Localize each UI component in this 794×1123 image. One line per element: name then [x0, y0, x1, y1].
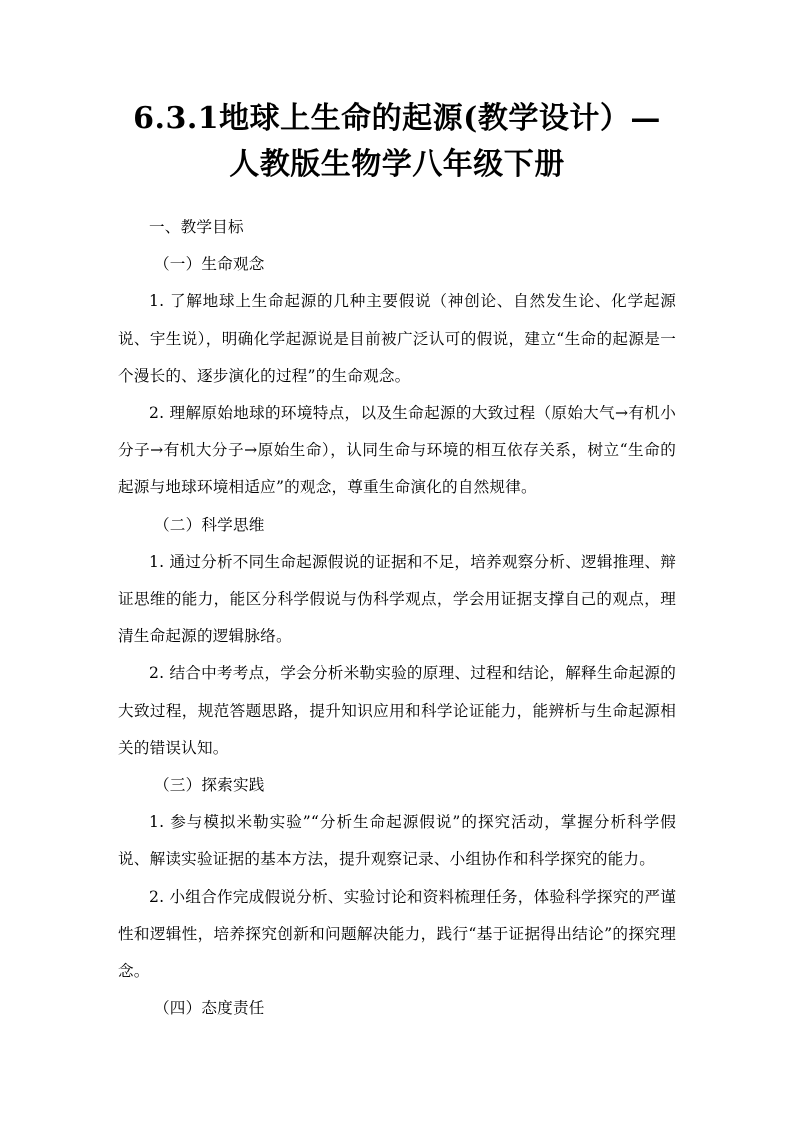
subsection-heading-inquiry-practice: （三）探索实践 [154, 776, 265, 795]
paragraph-scientific-thinking-1: 1. 通过分析不同生命起源假说的证据和不足，培养观察分析、逻辑推理、辩证思维的能力，能区分科学假说与伪科学观点，学会用证据支撑自己的观点，理清生命起源的逻辑脉络。 [118, 552, 676, 646]
paragraph-inquiry-practice-1: 1. 参与模拟米勒实验”“分析生命起源假说”的探究活动，掌握分析科学假说、解读实验证据的基本方法，提升观察记录、小组协作和科学探究的能力。 [118, 813, 676, 869]
subsection-heading-life-concept: （一）生命观念 [154, 255, 265, 274]
document-body [118, 209, 676, 1027]
document-title [0, 96, 794, 188]
title-line-1: 6.3.1地球上生命的起源(教学设计）— [133, 101, 661, 136]
subsection-heading-attitude-responsibility: （四）态度责任 [154, 999, 265, 1018]
paragraph-life-concept-1: 1. 了解地球上生命起源的几种主要假说（神创论、自然发生论、化学起源说、宇生说），明确化学起源说是目前被广泛认可的假说，建立“生命的起源是一个漫长的、逐步演化的过程”的生命观念。 [118, 292, 676, 385]
subsection-heading-scientific-thinking: （二）科学思维 [154, 515, 265, 534]
section-heading-teaching-goals: 一、教学目标 [149, 218, 244, 236]
paragraph-inquiry-practice-2: 2. 小组合作完成假说分析、实验讨论和资料梳理任务，体验科学探究的严谨性和逻辑性，培养探究创新和问题解决能力，践行“基于证据得出结论”的探究理念。 [118, 887, 676, 981]
title-line-2: 人教版生物学八年级下册 [229, 147, 565, 182]
paragraph-scientific-thinking-2: 2. 结合中考考点，学会分析米勒实验的原理、过程和结论，解释生命起源的大致过程，规范答题思路，提升知识应用和科学论证能力，能辨析与生命起源相关的错误认知。 [118, 664, 676, 757]
paragraph-life-concept-2: 2. 理解原始地球的环境特点，以及生命起源的大致过程（原始大气→有机小分子→有机大分子→原始生命），认同生命与环境的相互依存关系，树立“生命的起源与地球环境相适应”的观念，尊重生命演化的自然规律。 [118, 404, 676, 497]
